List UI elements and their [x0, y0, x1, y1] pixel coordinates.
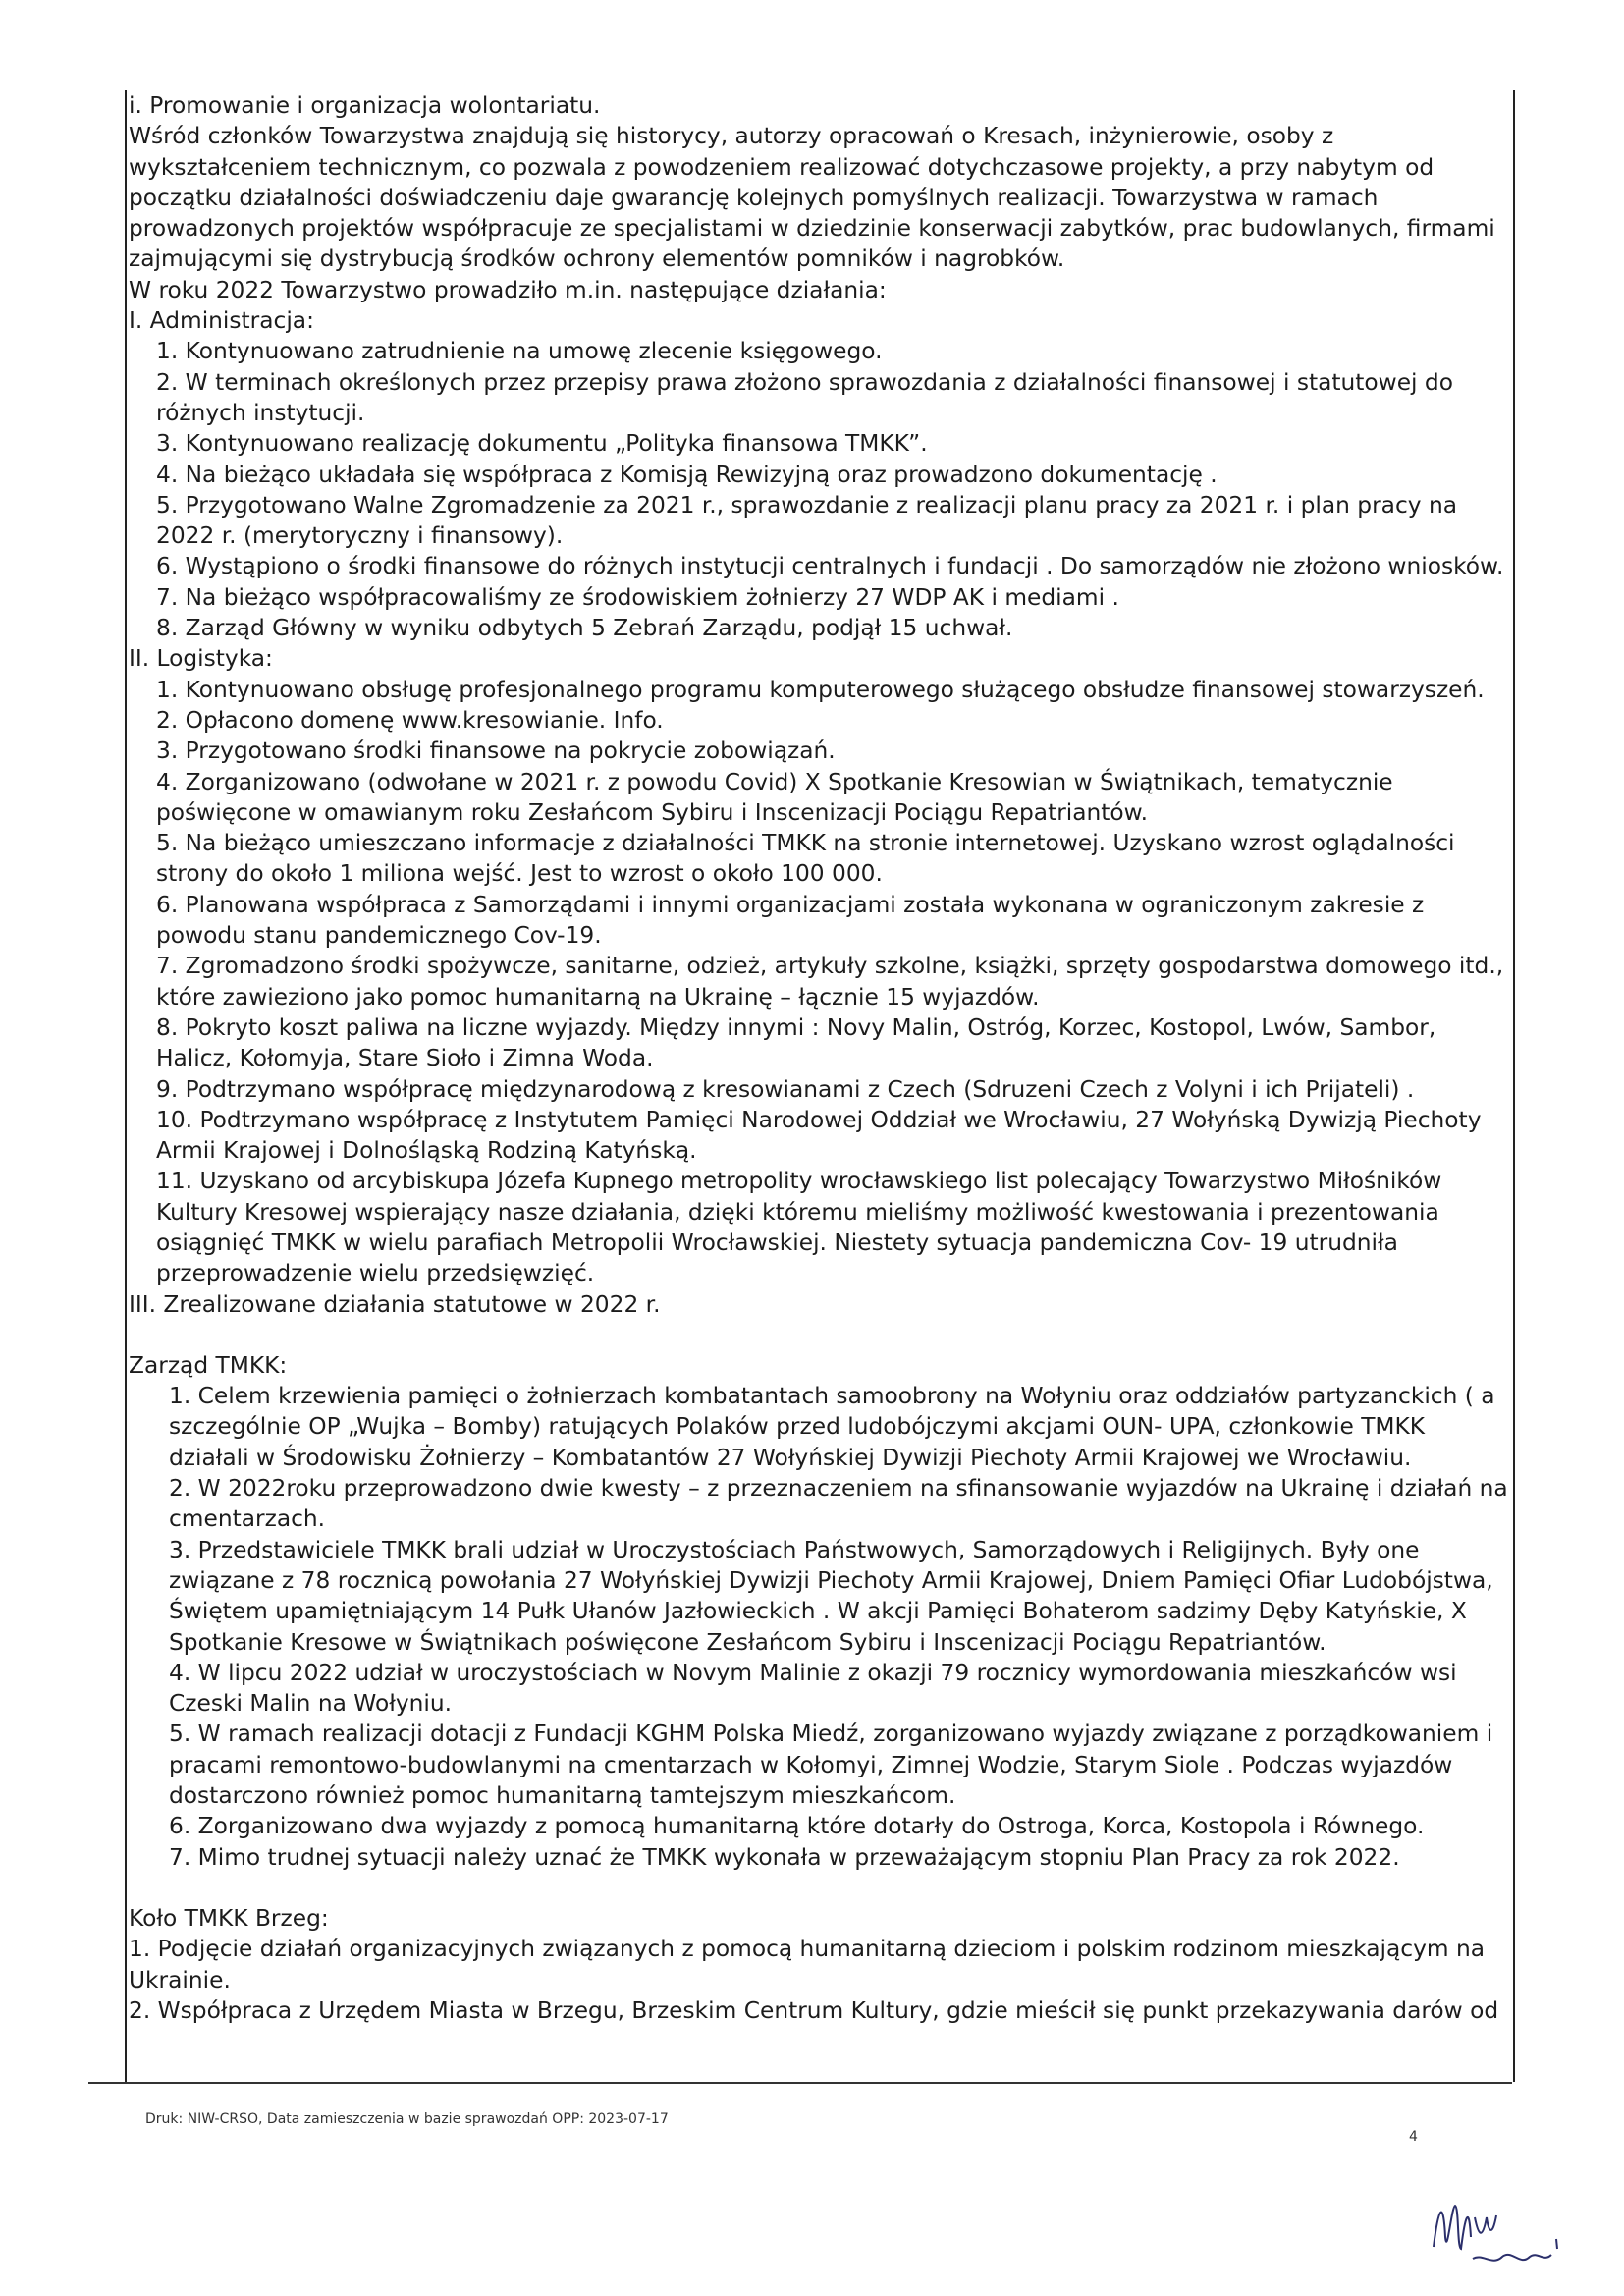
paragraph: 7. Zgromadzono środki spożywcze, sanitarne, odzież, artykuły szkolne, książki, sprzęty gospodarstwa domowego itd., które zawieziono jako pomoc humanitarną na Ukrainę – łącznie 15 wyjazdów.	[156, 953, 1504, 1011]
paragraph: W roku 2022 Towarzystwo prowadziło m.in. następujące działania:	[129, 276, 887, 303]
paragraph: 4. W lipcu 2022 udział w uroczystościach w Novym Malinie z okazji 79 rocznicy wymordowania mieszkańców wsi Czeski Malin na Wołyniu.	[169, 1659, 1457, 1718]
paragraph: 3. Przedstawiciele TMKK brali udział w Uroczystościach Państwowych, Samorządowych i Religijnych. Były one związane z 78 rocznicą powołania 27 Wołyńskiej Dywizji Piechoty Armii Krajowej, Dniem Pamięci Ofiar Ludobójstwa, Świętem upamiętniającym 14 Pułk Ułanów Jazłowieckich . W akcji Pamięci Bohaterom sadzimy Dęby Katyńskie, X Spotkanie Kresowe w Świątnikach poświęcone Zesłańcom Sybiru i Inscenizacji Pociągu Repatriantów.	[169, 1536, 1493, 1656]
paragraph: 6. Wystąpiono o środki finansowe do różnych instytucji centralnych i fundacji . Do samorządów nie złożono wniosków.	[156, 553, 1504, 580]
paragraph: 5. Na bieżąco umieszczano informacje z działalności TMKK na stronie internetowej. Uzyskano wzrost oglądalności strony do około 1 miliona wejść. Jest to wzrost o około 100 000.	[156, 830, 1455, 888]
paragraph: 2. W 2022roku przeprowadzono dwie kwesty – z przeznaczeniem na sfinansowanie wyjazdów na Ukrainę i działań na cmentarzach.	[169, 1475, 1508, 1533]
paragraph: 1. Celem krzewienia pamięci o żołnierzach kombatantach samoobrony na Wołyniu oraz oddziałów partyzanckich ( a szczególnie OP „Wujka – Bomby) ratujących Polaków przed ludobójczymi akcjami OUN- UPA, członkowie TMKK działali w Środowisku Żołnierzy – Kombatantów 27 Wołyńskiej Dywizji Piechoty Armii Krajowej we Wrocławiu.	[169, 1383, 1495, 1471]
paragraph: 5. W ramach realizacji dotacji z Fundacji KGHM Polska Miedź, zorganizowano wyjazdy związane z porządkowaniem i pracami remontowo-budowlanymi na cmentarzach w Kołomyi, Zimnej Wodzie, Starym Siole . Podczas wyjazdów dostarczono również pomoc humanitarną tamtejszym mieszkańcom.	[169, 1721, 1493, 1810]
paragraph: 1. Kontynuowano zatrudnienie na umowę zlecenie księgowego.	[156, 338, 883, 365]
paragraph: III. Zrealizowane działania statutowe w 2022 r.	[129, 1290, 661, 1318]
print-info: Druk: NIW-CRSO, Data zamieszczenia w bazie sprawozdań OPP: 2023-07-17	[145, 2111, 669, 2127]
footer-divider	[88, 2082, 1512, 2084]
paragraph: Koło TMKK Brzeg:	[129, 1904, 329, 1932]
paragraph: 3. Przygotowano środki finansowe na pokrycie zobowiązań.	[156, 738, 836, 765]
paragraph: 5. Przygotowano Walne Zgromadzenie za 2021 r., sprawozdanie z realizacji planu pracy za 2021 r. i plan pracy na 2022 r. (merytoryczny i finansowy).	[156, 491, 1457, 550]
paragraph: 1. Kontynuowano obsługę profesjonalnego programu komputerowego służącego obsłudze finansowej stowarzyszeń.	[156, 676, 1485, 703]
paragraph: 6. Planowana współpraca z Samorządami i innymi organizacjami została wykonana w ograniczonym zakresie z powodu stanu pandemicznego Cov-19.	[156, 891, 1425, 950]
paragraph: 10. Podtrzymano współpracę z Instytutem Pamięci Narodowej Oddział we Wrocławiu, 27 Wołyńską Dywizją Piechoty Armii Krajowej i Dolnośląską Rodziną Katyńską.	[156, 1106, 1482, 1165]
handwritten-signature	[1414, 2178, 1571, 2276]
paragraph: 4. Na bieżąco układała się współpraca z Komisją Rewizyjną oraz prowadzono dokumentację .	[156, 461, 1218, 488]
paragraph: 2. Opłacono domenę www.kresowianie. Info.	[156, 706, 664, 734]
paragraph: I. Administracja:	[129, 307, 314, 335]
paragraph: 7. Na bieżąco współpracowaliśmy ze środowiskiem żołnierzy 27 WDP AK i mediami .	[156, 583, 1119, 611]
paragraph: 8. Pokryto koszt paliwa na liczne wyjazdy. Między innymi : Novy Malin, Ostróg, Korzec, Kostopol, Lwów, Sambor, Halicz, Kołomyja, Stare Sioło i Zimna Woda.	[156, 1013, 1436, 1072]
blank-line	[129, 1320, 1508, 1350]
blank-line	[129, 1873, 1508, 1903]
paragraph: 2. W terminach określonych przez przepisy prawa złożono sprawozdania z działalności finansowej i statutowej do różnych instytucji.	[156, 368, 1453, 426]
paragraph: i. Promowanie i organizacja wolontariatu.	[129, 92, 601, 119]
paragraph: Zarząd TMKK:	[129, 1351, 288, 1379]
paragraph: 2. Współpraca z Urzędem Miasta w Brzegu, Brzeskim Centrum Kultury, gdzie mieścił się punkt przekazywania darów od	[129, 1996, 1499, 2024]
paragraph: 3. Kontynuowano realizację dokumentu „Polityka finansowa TMKK”.	[156, 430, 928, 458]
page-number: 4	[1409, 2129, 1418, 2145]
document-body	[129, 90, 1508, 2026]
paragraph: 1. Podjęcie działań organizacyjnych związanych z pomocą humanitarną dzieciom i polskim rodzinom mieszkającym na Ukrainie.	[129, 1936, 1486, 1994]
paragraph: 9. Podtrzymano współpracę międzynarodową z kresowianami z Czech (Sdruzeni Czech z Volyni i ich Prijateli) .	[156, 1075, 1415, 1103]
paragraph: 6. Zorganizowano dwa wyjazdy z pomocą humanitarną które dotarły do Ostroga, Korca, Kostopola i Równego.	[169, 1813, 1425, 1840]
paragraph: 4. Zorganizowano (odwołane w 2021 r. z powodu Covid) X Spotkanie Kresowian w Świątnikach, tematycznie poświęcone w omawianym roku Zesłańcom Sybiru i Inscenizacji Pociągu Repatriantów.	[156, 768, 1393, 826]
paragraph: 11. Uzyskano od arcybiskupa Józefa Kupnego metropolity wrocławskiego list polecający Towarzystwo Miłośników Kultury Kresowej wspierający nasze działania, dzięki któremu mieliśmy możliwość kwestowania i prezentowania osiągnięć TMKK w wielu parafiach Metropolii Wrocławskiej. Niestety sytuacja pandemiczna Cov- 19 utrudniła przeprowadzenie wielu przedsięwzięć.	[156, 1168, 1442, 1287]
paragraph: 8. Zarząd Główny w wyniku odbytych 5 Zebrań Zarządu, podjął 15 uchwał.	[156, 615, 1013, 642]
paragraph: Wśród członków Towarzystwa znajdują się historycy, autorzy opracowań o Kresach, inżynierowie, osoby z wykształceniem technicznym, co pozwala z powodzeniem realizować dotychczasowe projekty, a przy nabytym od początku działalności doświadczeniu daje gwarancję kolejnych pomyślnych realizacji. Towarzystwa w ramach prowadzonych projektów współpracuje ze specjalistami w dziedzinie konserwacji zabytków, prac budowlanych, firmami zajmującymi się dystrybucją środków ochrony elementów pomników i nagrobków.	[129, 123, 1495, 273]
paragraph: 7. Mimo trudnej sytuacji należy uznać że TMKK wykonała w przeważającym stopniu Plan Pracy za rok 2022.	[169, 1843, 1400, 1871]
paragraph: II. Logistyka:	[129, 645, 273, 673]
